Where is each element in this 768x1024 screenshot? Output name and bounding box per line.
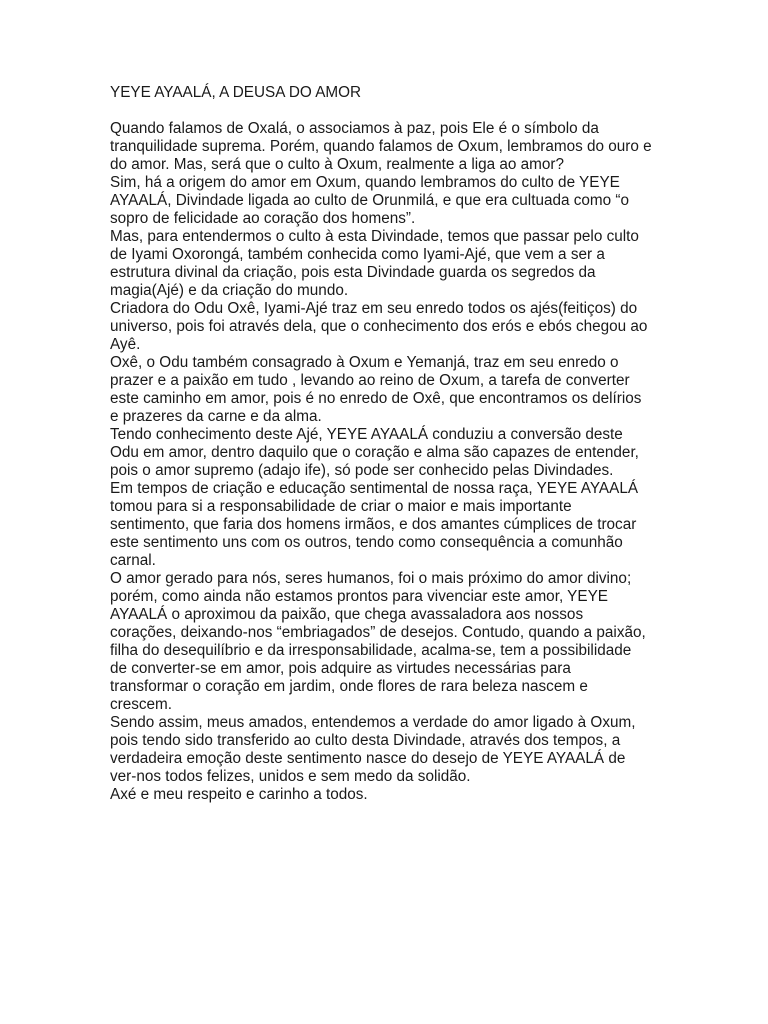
text-line: Criadora do Odu Oxê, Iyami-Ajé traz em seu enredo todos os ajés(feitiços) do <box>110 300 638 317</box>
text-line: Sim, há a origem do amor em Oxum, quando lembramos do culto de YEYE <box>110 174 620 191</box>
text-line: Quando falamos de Oxalá, o associamos à paz, pois Ele é o símbolo da <box>110 120 599 137</box>
text-line: Ayê. <box>110 336 141 353</box>
text-line: AYAALÁ, Divindade ligada ao culto de Orunmilá, e que era cultuada como “o <box>110 192 629 209</box>
document-body <box>110 84 670 804</box>
text-line: Tendo conhecimento deste Ajé, YEYE AYAALÁ conduziu a conversão deste <box>110 426 623 443</box>
text-line: prazer e a paixão em tudo , levando ao reino de Oxum, a tarefa de converter <box>110 372 630 389</box>
text-line: tomou para si a responsabilidade de criar o maior e mais importante <box>110 498 572 515</box>
text-line: sentimento, que faria dos homens irmãos, e dos amantes cúmplices de trocar <box>110 516 637 533</box>
document-text <box>110 120 670 804</box>
text-line: Sendo assim, meus amados, entendemos a verdade do amor ligado à Oxum, <box>110 714 636 731</box>
text-line: porém, como ainda não estamos prontos para vivenciar este amor, YEYE <box>110 588 608 605</box>
document-title: YEYE AYAALÁ, A DEUSA DO AMOR <box>110 84 362 101</box>
text-line: Mas, para entendermos o culto à esta Divindade, temos que passar pelo culto <box>110 228 639 245</box>
text-line: carnal. <box>110 552 156 569</box>
text-line: pois o amor supremo (adajo ife), só pode ser conhecido pelas Divindades. <box>110 462 614 479</box>
text-line: Em tempos de criação e educação sentimental de nossa raça, YEYE AYAALÁ <box>110 480 639 497</box>
text-line: O amor gerado para nós, seres humanos, foi o mais próximo do amor divino; <box>110 570 632 587</box>
text-line: tranquilidade suprema. Porém, quando falamos de Oxum, lembramos do ouro e <box>110 138 652 155</box>
text-line: este caminho em amor, pois é no enredo de Oxê, que encontramos os delírios <box>110 390 642 407</box>
text-line: sopro de felicidade ao coração dos homens”. <box>110 210 416 227</box>
text-line: pois tendo sido transferido ao culto desta Divindade, através dos tempos, a <box>110 732 621 749</box>
text-line: ver-nos todos felizes, unidos e sem medo da solidão. <box>110 768 471 785</box>
text-line: transformar o coração em jardim, onde flores de rara beleza nascem e <box>110 678 588 695</box>
text-line: este sentimento uns com os outros, tendo como consequência a comunhão <box>110 534 623 551</box>
text-line: Oxê, o Odu também consagrado à Oxum e Yemanjá, traz em seu enredo o <box>110 354 619 371</box>
text-line: de Iyami Oxorongá, também conhecida como Iyami-Ajé, que vem a ser a <box>110 246 605 263</box>
text-line: filha do desequilíbrio e da irresponsabilidade, acalma-se, tem a possibilidade <box>110 642 632 659</box>
text-line: verdadeira emoção deste sentimento nasce do desejo de YEYE AYAALÁ de <box>110 750 626 767</box>
text-line: Odu em amor, dentro daquilo que o coração e alma são capazes de entender, <box>110 444 639 461</box>
text-line: AYAALÁ o aproximou da paixão, que chega avassaladora aos nossos <box>110 606 584 623</box>
text-line: magia(Ajé) e da criação do mundo. <box>110 282 349 299</box>
text-line: Axé e meu respeito e carinho a todos. <box>110 786 368 803</box>
text-line: crescem. <box>110 696 173 713</box>
text-line: estrutura divinal da criação, pois esta Divindade guarda os segredos da <box>110 264 596 281</box>
text-line: universo, pois foi através dela, que o conhecimento dos erós e ebós chegou ao <box>110 318 648 335</box>
text-line: e prazeres da carne e da alma. <box>110 408 322 425</box>
text-line: corações, deixando-nos “embriagados” de desejos. Contudo, quando a paixão, <box>110 624 646 641</box>
text-line: de converter-se em amor, pois adquire as virtudes necessárias para <box>110 660 571 677</box>
text-line: do amor. Mas, será que o culto à Oxum, realmente a liga ao amor? <box>110 156 565 173</box>
